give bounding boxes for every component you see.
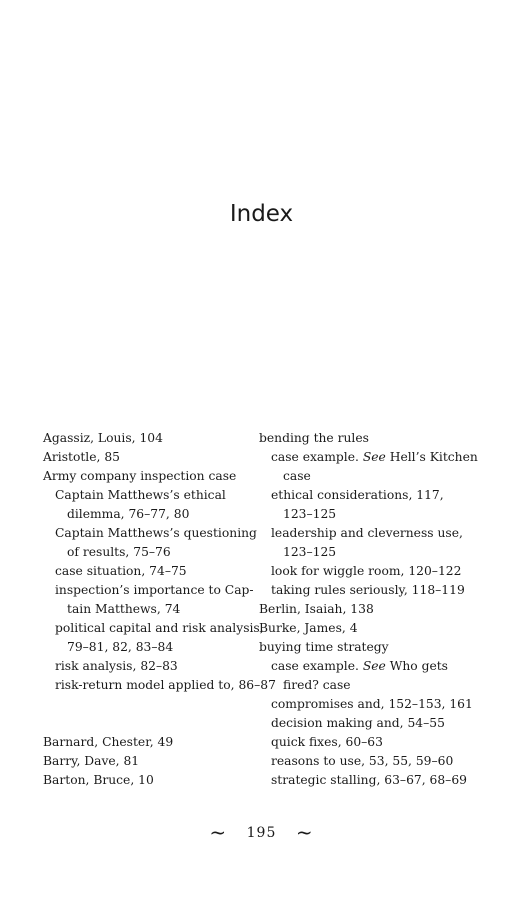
index-subentry: dilemma, 76–77, 80 [67, 507, 190, 521]
entry-text: Who gets [385, 659, 448, 673]
index-subentry: reasons to use, 53, 55, 59–60 [271, 754, 454, 768]
index-subentry: 123–125 [283, 545, 337, 559]
index-subentry: of results, 75–76 [67, 545, 171, 559]
tilde-ornament-right: ~ [295, 820, 314, 844]
index-subentry: Captain Matthews’s questioning [55, 526, 257, 540]
index-subentry: quick fixes, 60–63 [271, 735, 383, 749]
index-subentry [259, 448, 479, 467]
index-column-right [259, 429, 479, 790]
index-subentry: inspection’s importance to Cap- [55, 583, 254, 597]
index-subentry: ethical considerations, 117, [271, 488, 444, 502]
index-entry: Barry, Dave, 81 [43, 754, 140, 768]
index-subentry: case situation, 74–75 [55, 564, 187, 578]
index-entry: bending the rules [259, 431, 369, 445]
index-subentry: case [283, 469, 311, 483]
index-subentry: political capital and risk analysis, [55, 621, 264, 635]
page-number: 195 [246, 825, 277, 841]
entry-text: case example. [271, 659, 363, 673]
index-subentry: decision making and, 54–55 [271, 716, 445, 730]
index-subentry: strategic stalling, 63–67, 68–69 [271, 773, 467, 787]
index-subentry: risk-return model applied to, 86–87 [55, 678, 276, 692]
index-entry: Burke, James, 4 [259, 621, 358, 635]
index-subentry [259, 657, 479, 676]
index-entry: Aristotle, 85 [43, 450, 120, 464]
see-reference: See [362, 450, 386, 464]
index-subentry: risk analysis, 82–83 [55, 659, 178, 673]
index-subentry: taking rules seriously, 118–119 [271, 583, 465, 597]
index-subentry: 123–125 [283, 507, 337, 521]
index-subentry: compromises and, 152–153, 161 [271, 697, 473, 711]
entry-text: case example. [271, 450, 363, 464]
index-entry: Barton, Bruce, 10 [43, 773, 154, 787]
page-footer [0, 818, 523, 842]
page-title: Index [229, 201, 294, 227]
index-entry: Army company inspection case [43, 469, 237, 483]
index-entry: Berlin, Isaiah, 138 [259, 602, 374, 616]
index-subentry: look for wiggle room, 120–122 [271, 564, 462, 578]
index-entry: buying time strategy [259, 640, 389, 654]
letter-group-spacer [43, 695, 258, 733]
see-reference: See [362, 659, 386, 673]
index-subentry: 79–81, 82, 83–84 [67, 640, 174, 654]
index-subentry: leadership and cleverness use, [271, 526, 463, 540]
index-subentry: fired? case [283, 678, 351, 692]
tilde-ornament-left: ~ [209, 820, 228, 844]
entry-text: Hell’s Kitchen [385, 450, 478, 464]
index-column-left [43, 429, 276, 790]
index-subentry: tain Matthews, 74 [67, 602, 181, 616]
index-subentry: Captain Matthews’s ethical [55, 488, 226, 502]
index-entry: Barnard, Chester, 49 [43, 735, 174, 749]
index-entry: Agassiz, Louis, 104 [43, 431, 163, 445]
